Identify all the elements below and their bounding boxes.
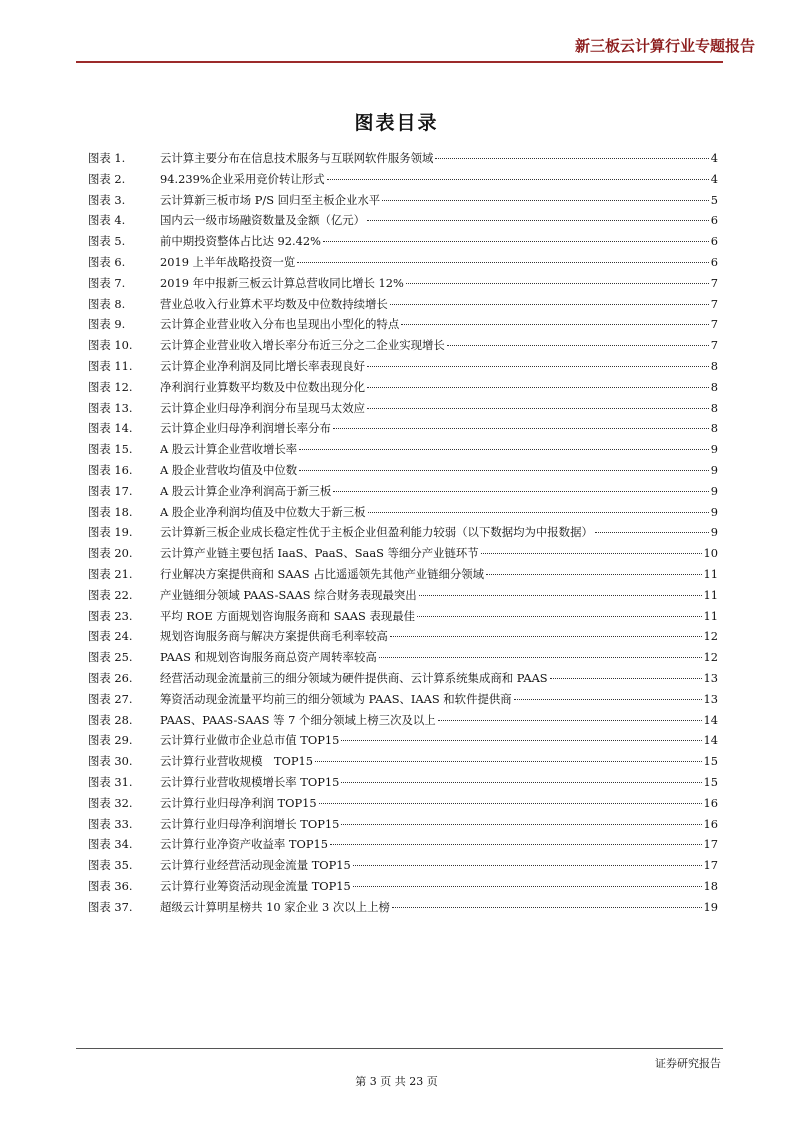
toc-dot-leader [315, 761, 701, 762]
toc-dot-leader [550, 678, 702, 679]
toc-entry-page: 17 [703, 858, 718, 873]
toc-entry[interactable] [88, 626, 718, 647]
toc-entry[interactable] [88, 190, 718, 211]
toc-dot-leader [367, 387, 709, 388]
toc-entry-label: 图表 10. [88, 338, 133, 353]
toc-entry-page: 15 [703, 754, 718, 769]
toc-entry-text: 筹资活动现金流量平均前三的细分领域为 PAAS、IAAS 和软件提供商 [160, 691, 512, 706]
toc-entry-label: 图表 24. [88, 629, 133, 644]
toc-entry-text: 云计算企业营业收入增长率分布近三分之二企业实现增长 [160, 338, 445, 353]
toc-entry-page: 4 [710, 151, 718, 165]
toc-dot-leader [333, 491, 708, 492]
toc-entry-text: A 股企业净利润均值及中位数大于新三板 [160, 504, 366, 519]
toc-entry-label: 图表 25. [88, 650, 133, 665]
toc-entry-label: 图表 1. [88, 151, 126, 165]
toc-entry-page: 17 [703, 837, 718, 852]
toc-entry-page: 6 [710, 213, 718, 228]
toc-entry-page: 13 [703, 691, 718, 706]
toc-entry-page: 5 [710, 192, 718, 207]
toc-entry-page: 8 [710, 358, 718, 373]
toc-entry[interactable] [88, 855, 718, 876]
toc-entry-label: 图表 6. [88, 254, 126, 269]
toc-entry[interactable] [88, 647, 718, 668]
toc-entry-text: 云计算企业营业收入分布也呈现出小型化的特点 [160, 317, 400, 332]
toc-entry[interactable] [88, 522, 718, 543]
toc-entry-page: 16 [703, 795, 718, 810]
toc-entry-text: 行业解决方案提供商和 SAAS 占比遥遥领先其他产业链细分领域 [160, 566, 485, 581]
toc-entry[interactable] [88, 335, 718, 356]
toc-entry-label: 图表 5. [88, 234, 126, 249]
toc-entry-text: PAAS 和规划咨询服务商总资产周转率较高 [160, 650, 377, 665]
toc-entry-page: 12 [703, 650, 718, 665]
toc-entry-label: 图表 13. [88, 400, 133, 415]
toc-entry-page: 9 [710, 483, 718, 498]
toc-entry-label: 图表 12. [88, 379, 133, 394]
toc-entry-text: 云计算行业筹资活动现金流量 TOP15 [160, 878, 351, 893]
toc-entry-label: 图表 22. [88, 587, 133, 602]
toc-entry-label: 图表 14. [88, 421, 133, 436]
toc-entry-text: 云计算企业归母净利润增长率分布 [160, 421, 331, 436]
toc-entry-label: 图表 29. [88, 733, 133, 748]
toc-entry-text: A 股云计算企业营收增长率 [160, 442, 298, 457]
toc-entry-page: 6 [710, 234, 718, 249]
toc-entry-label: 图表 37. [88, 899, 133, 914]
toc-entry-page: 7 [710, 338, 718, 353]
toc-entry-page: 6 [710, 254, 718, 269]
toc-entry-label: 图表 8. [88, 296, 126, 311]
toc-entry[interactable] [88, 730, 718, 751]
toc-entry-text: 国内云一级市场融资数量及金额（亿元） [160, 213, 366, 228]
toc-entry[interactable] [88, 231, 718, 252]
toc-entry-page: 14 [703, 733, 718, 748]
toc-entry-label: 图表 28. [88, 712, 133, 727]
toc-entry-text: 净利润行业算数平均数及中位数出现分化 [160, 379, 366, 394]
toc-entry-page: 7 [710, 317, 718, 332]
toc-entry-text: 2019 年中报新三板云计算总营收同比增长 12% [160, 275, 404, 290]
toc-entry-text: 营业总收入行业算术平均数及中位数持续增长 [160, 296, 388, 311]
footer-divider [76, 1048, 723, 1049]
toc-dot-leader [297, 262, 709, 263]
toc-dot-leader [406, 283, 709, 284]
toc-entry[interactable] [88, 460, 718, 481]
toc-entry[interactable] [88, 585, 718, 606]
toc-dot-leader [417, 616, 701, 617]
toc-entry-text: 云计算新三板市场 P/S 回归至主板企业水平 [160, 192, 381, 207]
toc-entry-page: 9 [710, 462, 718, 477]
toc-entry-label: 图表 18. [88, 504, 133, 519]
toc-entry-label: 图表 20. [88, 546, 133, 561]
toc-entry-text: PAAS、PAAS-SAAS 等 7 个细分领域上榜三次及以上 [160, 712, 436, 727]
toc-entry-label: 图表 21. [88, 566, 133, 581]
toc-entry[interactable] [88, 710, 718, 731]
toc-entry[interactable] [88, 169, 718, 190]
toc-entry-text: 94.239%企业采用竞价转让形式 [160, 171, 325, 186]
toc-entry-label: 图表 34. [88, 837, 133, 852]
toc-dot-leader [299, 449, 709, 450]
report-header-title: 新三板云计算行业专题报告 [574, 37, 755, 55]
toc-entry-page: 18 [703, 878, 718, 893]
toc-entry-label: 图表 3. [88, 192, 126, 207]
toc-entry-text: 云计算主要分布在信息技术服务与互联网软件服务领域 [160, 151, 434, 165]
toc-dot-leader [353, 865, 702, 866]
toc-dot-leader [390, 636, 702, 637]
toc-entry-page: 9 [710, 525, 718, 540]
toc-entry-label: 图表 4. [88, 213, 126, 228]
toc-dot-leader [367, 408, 709, 409]
toc-entry-page: 8 [710, 379, 718, 394]
toc-dot-leader [401, 324, 709, 325]
toc-dot-leader [390, 304, 709, 305]
toc-entry-text: 经营活动现金流量前三的细分领域为硬件提供商、云计算系统集成商和 PAAS [160, 670, 548, 685]
toc-dot-leader [353, 886, 702, 887]
toc-entry-text: 产业链细分领域 PAAS-SAAS 综合财务表现最突出 [160, 587, 417, 602]
toc-entry-page: 8 [710, 400, 718, 415]
toc-dot-leader [341, 740, 701, 741]
toc-entry[interactable] [88, 294, 718, 315]
toc-dot-leader [419, 595, 702, 596]
toc-entry-label: 图表 16. [88, 462, 133, 477]
toc-dot-leader [486, 574, 701, 575]
toc-entry-text: A 股云计算企业净利润高于新三板 [160, 483, 332, 498]
toc-list [88, 148, 718, 917]
toc-dot-leader [367, 220, 709, 221]
toc-entry-page: 12 [703, 629, 718, 644]
footer-report-type: 证券研究报告 [655, 1057, 721, 1070]
toc-entry-text: 平均 ROE 方面规划咨询服务商和 SAAS 表现最佳 [160, 608, 416, 623]
toc-entry-page: 13 [703, 670, 718, 685]
page-number: 第 3 页 共 23 页 [355, 1075, 438, 1088]
toc-entry[interactable] [88, 273, 718, 294]
toc-entry-label: 图表 35. [88, 858, 133, 873]
toc-entry-text: 云计算新三板企业成长稳定性优于主板企业但盈利能力较弱（以下数据均为中报数据） [160, 525, 593, 540]
toc-entry-label: 图表 15. [88, 442, 133, 457]
toc-entry-page: 19 [703, 899, 718, 914]
toc-entry-text: 云计算行业归母净利润 TOP15 [160, 795, 317, 810]
toc-entry-label: 图表 19. [88, 525, 133, 540]
toc-entry[interactable] [88, 377, 718, 398]
toc-entry[interactable] [88, 834, 718, 855]
toc-entry[interactable] [88, 252, 718, 273]
toc-entry-label: 图表 36. [88, 878, 133, 893]
toc-entry-page: 8 [710, 421, 718, 436]
toc-entry[interactable] [88, 751, 718, 772]
toc-entry-page: 16 [703, 816, 718, 831]
toc-entry-text: 云计算行业营收规模 TOP15 [160, 754, 314, 769]
toc-dot-leader [341, 782, 701, 783]
toc-dot-leader [392, 907, 702, 908]
toc-title: 图表目录 [354, 112, 439, 134]
toc-dot-leader [595, 532, 709, 533]
toc-entry-label: 图表 2. [88, 171, 126, 186]
toc-entry[interactable] [88, 897, 718, 918]
toc-entry[interactable] [88, 606, 718, 627]
toc-dot-leader [333, 428, 709, 429]
toc-entry[interactable] [88, 876, 718, 897]
toc-entry-text: 前中期投资整体占比达 92.42% [160, 234, 321, 249]
toc-entry-page: 9 [710, 442, 718, 457]
toc-dot-leader [319, 803, 702, 804]
toc-entry[interactable] [88, 814, 718, 835]
toc-entry[interactable] [88, 564, 718, 585]
toc-dot-leader [299, 470, 709, 471]
toc-entry-text: 规划咨询服务商与解决方案提供商毛利率较高 [160, 629, 388, 644]
toc-entry-page: 7 [710, 296, 718, 311]
toc-entry-label: 图表 27. [88, 691, 133, 706]
toc-entry[interactable] [88, 502, 718, 523]
toc-entry-text: 云计算行业归母净利润增长 TOP15 [160, 816, 340, 831]
toc-dot-leader [367, 366, 709, 367]
toc-entry[interactable] [88, 314, 718, 335]
toc-entry-text: A 股企业营收均值及中位数 [160, 462, 298, 477]
toc-entry[interactable] [88, 398, 718, 419]
toc-entry-label: 图表 33. [88, 816, 133, 831]
toc-entry[interactable] [88, 210, 718, 231]
toc-entry-page: 11 [703, 566, 718, 581]
toc-entry[interactable] [88, 148, 718, 169]
toc-entry-page: 14 [703, 712, 718, 727]
toc-dot-leader [447, 345, 709, 346]
toc-entry-text: 云计算企业净利润及同比增长率表现良好 [160, 358, 366, 373]
toc-entry-label: 图表 31. [88, 774, 133, 789]
toc-entry-label: 图表 23. [88, 608, 133, 623]
toc-entry-label: 图表 9. [88, 317, 126, 332]
toc-entry-label: 图表 7. [88, 275, 126, 290]
toc-entry-page: 7 [710, 275, 718, 290]
toc-entry-page: 4 [710, 171, 718, 186]
toc-entry-label: 图表 26. [88, 670, 133, 685]
toc-dot-leader [379, 657, 702, 658]
toc-entry-page: 9 [710, 504, 718, 519]
toc-dot-leader [481, 553, 702, 554]
toc-dot-leader [323, 241, 709, 242]
toc-dot-leader [330, 844, 701, 845]
toc-entry[interactable] [88, 439, 718, 460]
toc-entry[interactable] [88, 772, 718, 793]
toc-dot-leader [341, 824, 701, 825]
toc-dot-leader [514, 699, 702, 700]
toc-entry-label: 图表 17. [88, 483, 133, 498]
toc-entry-text: 云计算行业经营活动现金流量 TOP15 [160, 858, 351, 873]
toc-entry[interactable] [88, 418, 718, 439]
toc-dot-leader [438, 720, 702, 721]
header-divider [76, 61, 723, 63]
toc-entry[interactable] [88, 668, 718, 689]
toc-entry-page: 15 [703, 774, 718, 789]
toc-entry-text: 云计算产业链主要包括 IaaS、PaaS、SaaS 等细分产业链环节 [160, 546, 479, 561]
toc-entry-text: 2019 上半年战略投资一览 [160, 254, 296, 269]
toc-entry-label: 图表 11. [88, 358, 133, 373]
toc-entry-text: 云计算行业净资产收益率 TOP15 [160, 837, 329, 852]
toc-entry[interactable] [88, 481, 718, 502]
toc-dot-leader [435, 158, 708, 159]
toc-entry-label: 图表 30. [88, 754, 133, 769]
toc-entry-text: 云计算行业做市企业总市值 TOP15 [160, 733, 340, 748]
toc-entry[interactable] [88, 689, 718, 710]
toc-entry-text: 云计算企业归母净利润分布呈现马太效应 [160, 400, 366, 415]
toc-dot-leader [368, 512, 709, 513]
toc-entry-page: 11 [703, 587, 718, 602]
toc-entry-text: 云计算行业营收规模增长率 TOP15 [160, 774, 340, 789]
toc-entry-text: 超级云计算明星榜共 10 家企业 3 次以上上榜 [160, 899, 390, 914]
toc-entry[interactable] [88, 793, 718, 814]
toc-entry-page: 10 [703, 546, 718, 561]
toc-entry[interactable] [88, 543, 718, 564]
toc-dot-leader [327, 179, 709, 180]
toc-entry-label: 图表 32. [88, 795, 133, 810]
toc-dot-leader [382, 200, 709, 201]
toc-entry-page: 11 [703, 608, 718, 623]
toc-entry[interactable] [88, 356, 718, 377]
